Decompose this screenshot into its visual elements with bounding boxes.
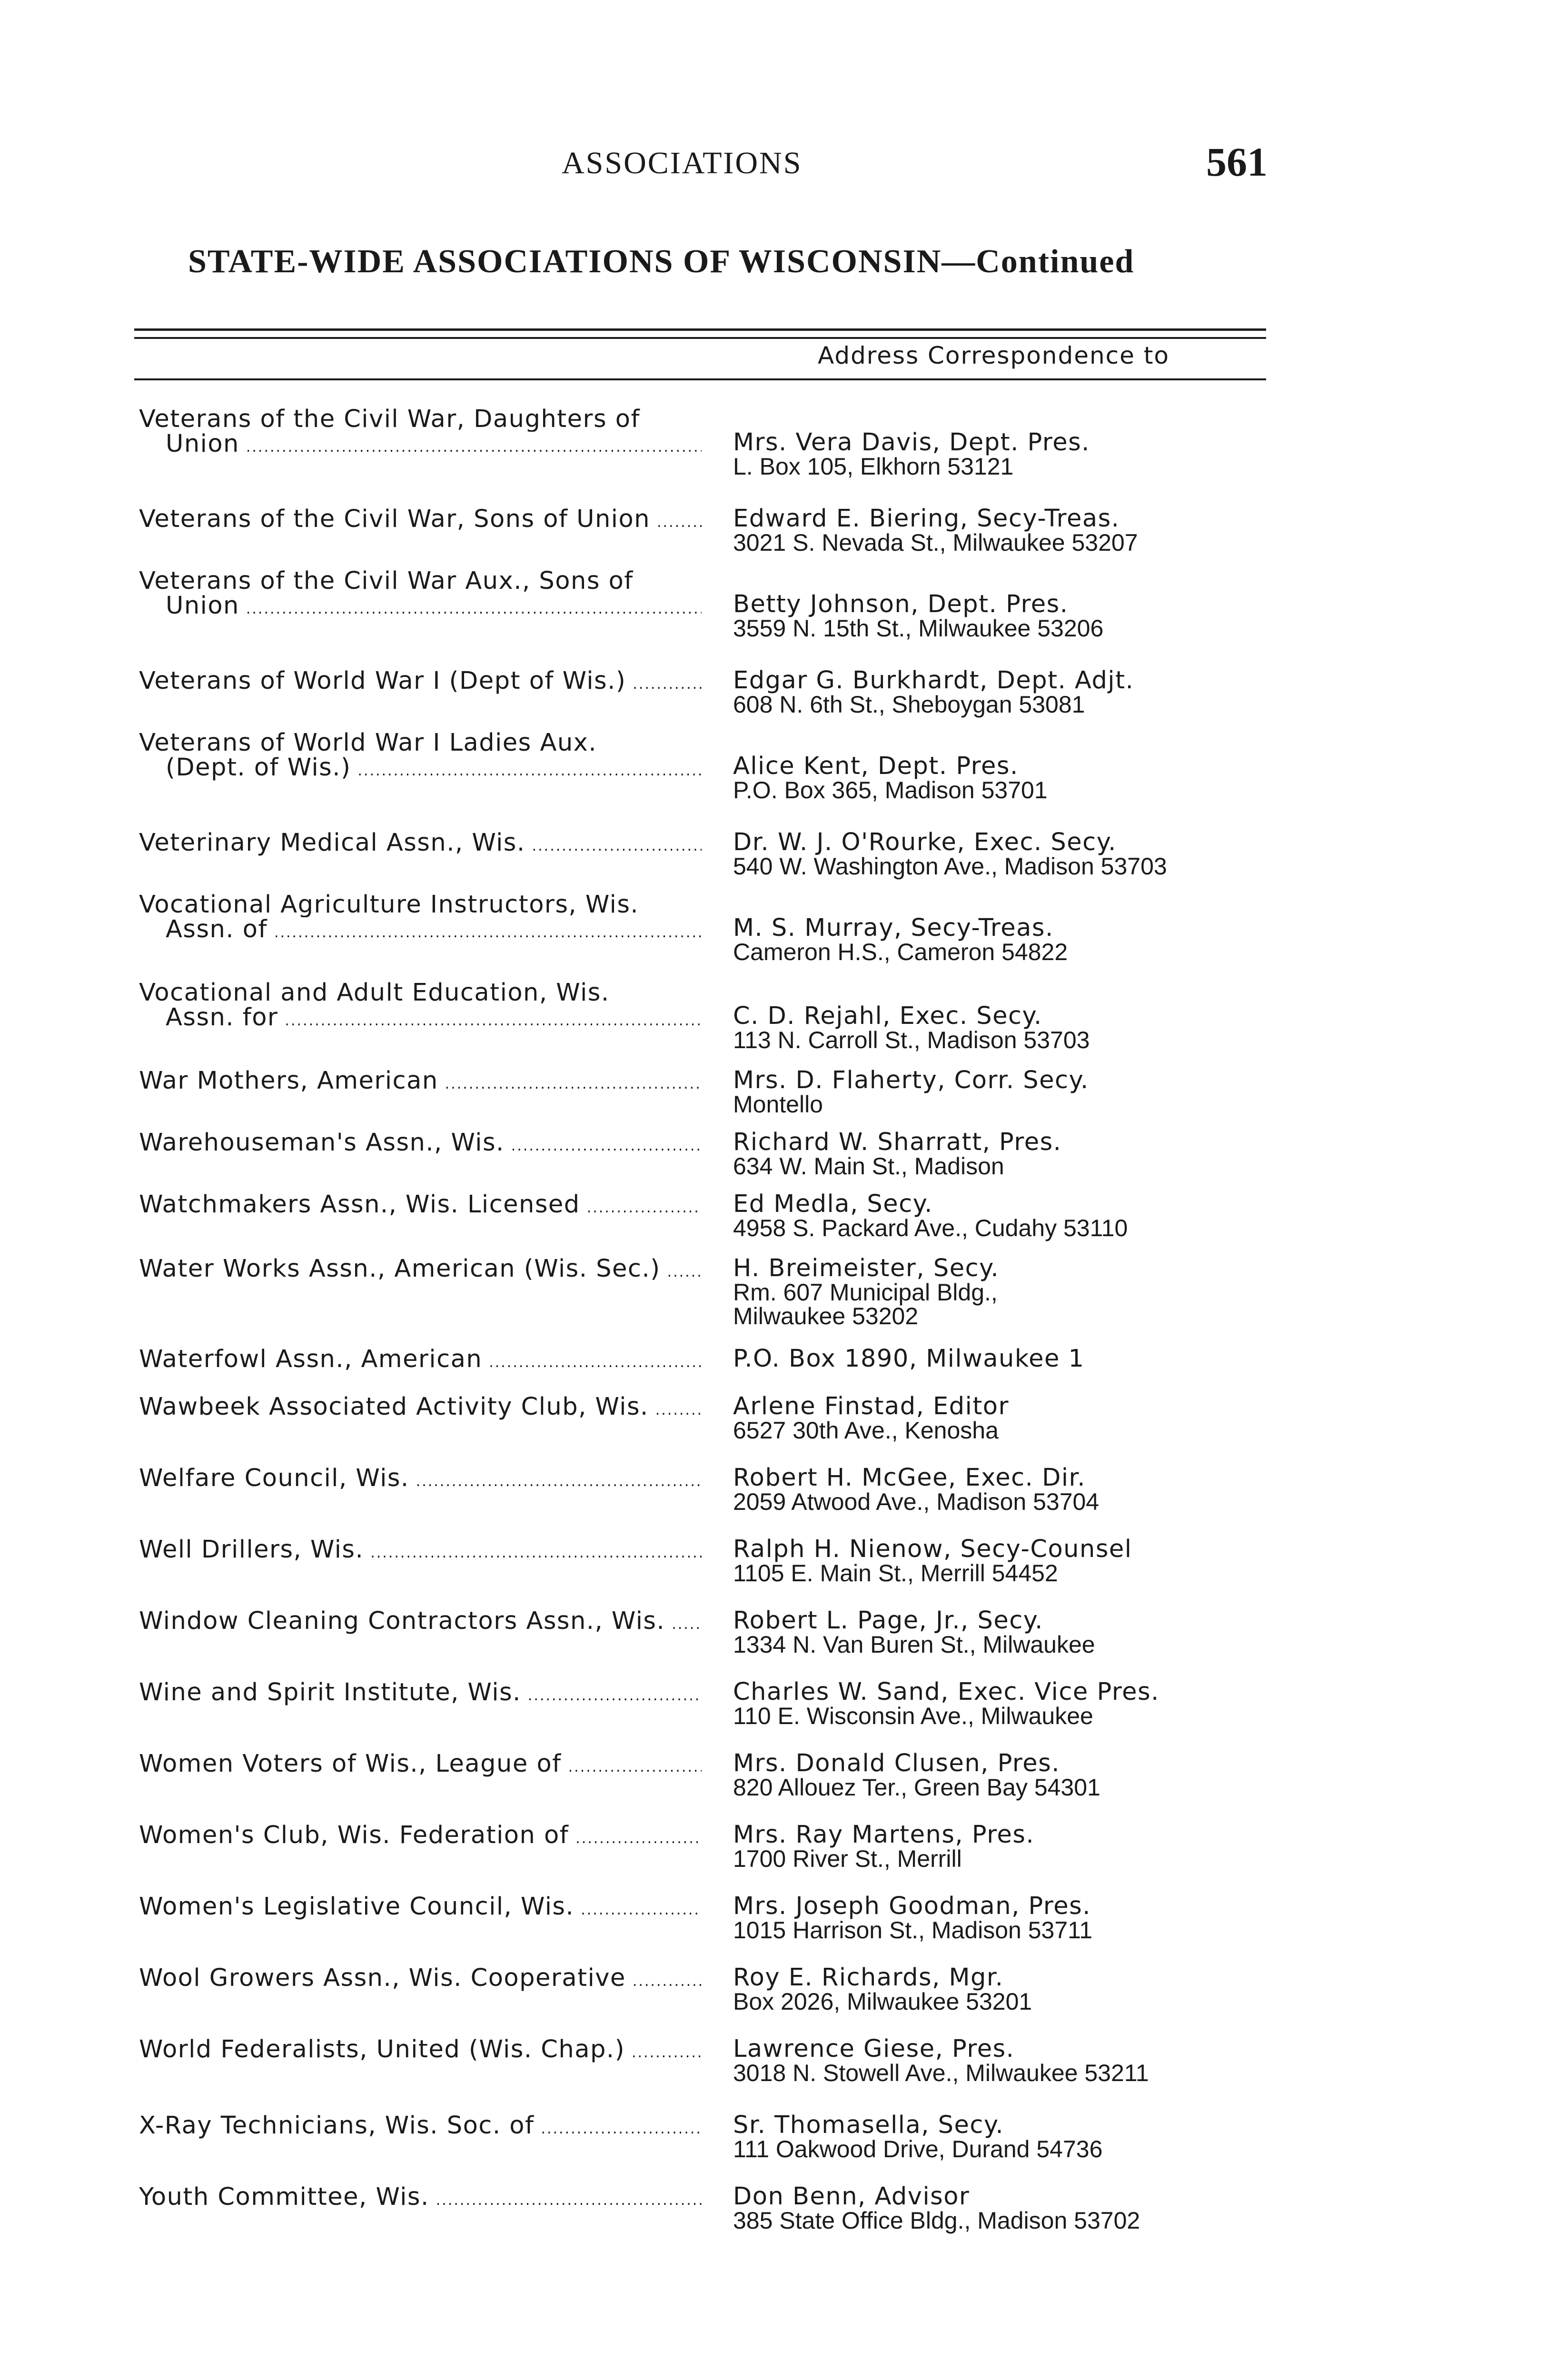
- correspondence-address: [733, 1466, 1280, 1514]
- contact-line: Don Benn, Advisor: [733, 2182, 970, 2211]
- contact-line: Robert L. Page, Jr., Secy.: [733, 1606, 1043, 1635]
- address-line: 1334 N. Van Buren St., Milwaukee: [733, 1631, 1095, 1658]
- contact-line: Dr. W. J. O'Rourke, Exec. Secy.: [733, 828, 1117, 856]
- association-name-text: Vocational Agriculture Instructors, Wis.: [139, 892, 639, 917]
- association-name: [139, 1347, 702, 1375]
- dot-leader: [285, 1009, 702, 1033]
- correspondence-address: [733, 1894, 1280, 1942]
- association-name-line: [139, 1823, 702, 1851]
- dot-leader: [357, 759, 702, 783]
- association-name-line: [139, 1680, 702, 1708]
- correspondence-address: [733, 2182, 1280, 2234]
- contact-line: Mrs. Vera Davis, Dept. Pres.: [733, 428, 1090, 456]
- association-name-line: [139, 669, 702, 697]
- association-name-text: Wine and Spirit Institute, Wis.: [139, 1680, 521, 1706]
- contact-line: Mrs. Donald Clusen, Pres.: [733, 1749, 1060, 1777]
- contact-line: P.O. Box 1890, Milwaukee 1: [733, 1345, 1085, 1373]
- association-name-text: X-Ray Technicians, Wis. Soc. of: [139, 2113, 535, 2140]
- association-name: [139, 1069, 702, 1097]
- association-name: [139, 1680, 702, 1708]
- association-name-text: World Federalists, United (Wis. Chap.): [139, 2037, 625, 2063]
- association-name-text: Watchmakers Assn., Wis. Licensed: [139, 1192, 580, 1219]
- contact-line: Richard W. Sharratt, Pres.: [733, 1128, 1062, 1156]
- dot-leader: [575, 1826, 702, 1851]
- correspondence-address: [733, 1347, 1280, 1371]
- association-name: [139, 831, 702, 859]
- dot-leader: [246, 597, 702, 622]
- association-name: [139, 569, 702, 622]
- contact-line: Arlene Finstad, Editor: [733, 1392, 1009, 1420]
- association-name-text: Well Drillers, Wis.: [139, 1537, 364, 1564]
- association-name-text: Veterans of the Civil War, Sons of Union: [139, 507, 650, 533]
- association-name: [139, 1609, 702, 1637]
- dot-leader: [489, 1350, 702, 1375]
- contact-line: Lawrence Giese, Pres.: [733, 2035, 1015, 2063]
- association-name: [139, 2113, 702, 2142]
- address-line: 634 W. Main St., Madison: [733, 1153, 1004, 1180]
- correspondence-address: [733, 507, 1280, 555]
- address-line: 385 State Office Bldg., Madison 53702: [733, 2207, 1140, 2234]
- association-name-line: [139, 1005, 702, 1033]
- association-name-text: Vocational and Adult Education, Wis.: [139, 981, 610, 1005]
- address-line: 820 Allouez Ter., Green Bay 54301: [733, 1774, 1100, 1801]
- association-name-line: [139, 2113, 702, 2142]
- correspondence-address: [733, 2113, 1280, 2161]
- dot-leader: [528, 1684, 702, 1708]
- association-name-text: Women's Legislative Council, Wis.: [139, 1894, 575, 1921]
- contact-line: Alice Kent, Dept. Pres.: [733, 752, 1019, 780]
- association-name-line: [139, 1752, 702, 1780]
- association-name: [139, 892, 702, 945]
- address-line: 110 E. Wisconsin Ave., Milwaukee: [733, 1703, 1093, 1729]
- contact-line: Mrs. D. Flaherty, Corr. Secy.: [733, 1066, 1089, 1094]
- association-name-line: [139, 1069, 702, 1097]
- dot-leader: [633, 672, 702, 697]
- association-name-line: [139, 831, 702, 859]
- association-name-text: Wool Growers Assn., Wis. Cooperative: [139, 1966, 626, 1992]
- association-name-line: [139, 594, 702, 622]
- correspondence-address: [733, 1606, 1280, 1658]
- association-name-text: Veterans of World War I Ladies Aux.: [139, 731, 597, 755]
- dot-leader: [416, 1469, 702, 1494]
- association-name: [139, 981, 702, 1033]
- address-line: 113 N. Carroll St., Madison 53703: [733, 1027, 1090, 1053]
- association-name-text: Veterans of the Civil War Aux., Sons of: [139, 569, 634, 594]
- association-name-line: [139, 432, 702, 460]
- address-line: Cameron H.S., Cameron 54822: [733, 939, 1068, 965]
- contact-line: Mrs. Ray Martens, Pres.: [733, 1821, 1035, 1849]
- address-line: 3021 S. Nevada St., Milwaukee 53207: [733, 529, 1138, 556]
- address-line: Milwaukee 53202: [733, 1303, 919, 1329]
- contact-line: Robert H. McGee, Exec. Dir.: [733, 1464, 1086, 1492]
- address-line: L. Box 105, Elkhorn 53121: [733, 453, 1014, 480]
- association-name-line: [139, 1537, 702, 1566]
- contact-line: Ralph H. Nienow, Secy-Counsel: [733, 1535, 1132, 1563]
- contact-line: Sr. Thomasella, Secy.: [733, 2111, 1004, 2139]
- correspondence-address: [733, 1130, 1280, 1178]
- association-name: [139, 1894, 702, 1923]
- correspondence-address: [733, 590, 1280, 642]
- address-line: Rm. 607 Municipal Bldg.,: [733, 1279, 998, 1306]
- association-name-line: [139, 1894, 702, 1923]
- association-name-line: [139, 1466, 702, 1494]
- association-name-line: [139, 569, 702, 594]
- association-name-line: [139, 2037, 702, 2065]
- contact-line: M. S. Murray, Secy-Treas.: [733, 914, 1054, 942]
- contact-line: Roy E. Richards, Mgr.: [733, 1964, 1004, 1992]
- association-name: [139, 1130, 702, 1159]
- association-name-line: [139, 1395, 702, 1423]
- association-name-text: (Dept. of Wis.): [166, 755, 351, 782]
- association-name-line: [139, 1347, 702, 1375]
- association-name-text: Veterans of the Civil War, Daughters of: [139, 407, 640, 432]
- association-name-text: Assn. for: [166, 1005, 278, 1031]
- dot-leader: [633, 1969, 702, 1994]
- association-name: [139, 731, 702, 783]
- contact-line: Mrs. Joseph Goodman, Pres.: [733, 1892, 1091, 1920]
- correspondence-address: [733, 1192, 1280, 1240]
- page-title: STATE-WIDE ASSOCIATIONS OF WISCONSIN—Continued: [188, 243, 1135, 280]
- correspondence-address: [733, 1066, 1280, 1118]
- correspondence-address: [733, 828, 1280, 880]
- dot-leader: [445, 1072, 702, 1097]
- association-name-text: Union: [166, 432, 239, 458]
- address-line: 4958 S. Packard Ave., Cudahy 53110: [733, 1215, 1128, 1241]
- association-name: [139, 1966, 702, 1994]
- column-head-address: Address Correspondence to: [818, 342, 1170, 369]
- dot-leader: [655, 1398, 702, 1423]
- contact-line: Ed Medla, Secy.: [733, 1190, 933, 1218]
- association-name: [139, 1395, 702, 1423]
- association-name-text: Women's Club, Wis. Federation of: [139, 1823, 569, 1849]
- correspondence-address: [733, 1254, 1280, 1329]
- association-name-text: Window Cleaning Contractors Assn., Wis.: [139, 1609, 665, 1635]
- association-name: [139, 1823, 702, 1851]
- contact-line: Edward E. Biering, Secy-Treas.: [733, 505, 1120, 533]
- correspondence-address: [733, 1823, 1280, 1871]
- association-name: [139, 1537, 702, 1566]
- association-name-line: [139, 917, 702, 945]
- dot-leader: [568, 1755, 702, 1780]
- correspondence-address: [733, 1392, 1280, 1444]
- dot-leader: [274, 921, 702, 945]
- dot-leader: [370, 1541, 702, 1566]
- page-number: 561: [1206, 139, 1268, 185]
- association-name-text: Welfare Council, Wis.: [139, 1466, 409, 1492]
- association-name-line: [139, 981, 702, 1005]
- correspondence-address: [733, 1680, 1280, 1728]
- contact-line: Edgar G. Burkhardt, Dept. Adjt.: [733, 666, 1134, 694]
- running-head: ASSOCIATIONS: [562, 146, 803, 180]
- association-name-text: Water Works Assn., American (Wis. Sec.): [139, 1257, 661, 1283]
- correspondence-address: [733, 754, 1280, 802]
- address-line: 608 N. 6th St., Sheboygan 53081: [733, 691, 1085, 718]
- association-name: [139, 669, 702, 697]
- association-name: [139, 407, 702, 460]
- association-name: [139, 1466, 702, 1494]
- association-name-text: Veterinary Medical Assn., Wis.: [139, 831, 525, 857]
- dot-leader: [672, 1612, 702, 1637]
- dot-leader: [436, 2188, 702, 2213]
- contact-line: C. D. Rejahl, Exec. Secy.: [733, 1002, 1042, 1030]
- association-name-line: [139, 1609, 702, 1637]
- association-name-text: Waterfowl Assn., American: [139, 1347, 483, 1373]
- address-line: 1105 E. Main St., Merrill 54452: [733, 1560, 1058, 1587]
- association-name: [139, 507, 702, 535]
- association-name: [139, 1257, 702, 1285]
- contact-line: Charles W. Sand, Exec. Vice Pres.: [733, 1678, 1160, 1706]
- association-name-line: [139, 1966, 702, 1994]
- correspondence-address: [733, 916, 1280, 964]
- correspondence-address: [733, 1004, 1280, 1052]
- correspondence-address: [733, 428, 1280, 480]
- address-line: 1015 Harrison St., Madison 53711: [733, 1917, 1093, 1944]
- association-name-line: [139, 892, 702, 917]
- address-line: 2059 Atwood Ave., Madison 53704: [733, 1488, 1100, 1515]
- association-name-line: [139, 755, 702, 783]
- association-name-text: Veterans of World War I (Dept of Wis.): [139, 669, 626, 695]
- association-name-text: Union: [166, 594, 239, 620]
- dot-leader: [587, 1196, 702, 1220]
- association-name: [139, 2185, 702, 2213]
- correspondence-address: [733, 1537, 1280, 1585]
- association-name-line: [139, 2185, 702, 2213]
- association-name: [139, 2037, 702, 2065]
- address-line: 540 W. Washington Ave., Madison 53703: [733, 853, 1167, 880]
- address-line: P.O. Box 365, Madison 53701: [733, 777, 1048, 803]
- association-name-line: [139, 1130, 702, 1159]
- association-name: [139, 1752, 702, 1780]
- address-line: 1700 River St., Merrill: [733, 1845, 962, 1872]
- address-line: 3018 N. Stowell Ave., Milwaukee 53211: [733, 2060, 1149, 2086]
- dot-leader: [246, 435, 702, 460]
- correspondence-address: [733, 666, 1280, 718]
- association-name-text: War Mothers, American: [139, 1069, 438, 1095]
- dot-leader: [657, 510, 702, 535]
- association-name-text: Women Voters of Wis., League of: [139, 1752, 562, 1778]
- association-name-line: [139, 407, 702, 432]
- association-name-line: [139, 507, 702, 535]
- correspondence-address: [733, 1966, 1280, 2013]
- association-name-text: Warehouseman's Assn., Wis.: [139, 1130, 505, 1157]
- association-name: [139, 1192, 702, 1220]
- address-line: 6527 30th Ave., Kenosha: [733, 1417, 999, 1444]
- dot-leader: [511, 1134, 702, 1159]
- address-line: 3559 N. 15th St., Milwaukee 53206: [733, 615, 1104, 642]
- association-name-line: [139, 1192, 702, 1220]
- contact-line: Betty Johnson, Dept. Pres.: [733, 590, 1069, 618]
- dot-leader: [667, 1260, 702, 1285]
- dot-leader: [632, 2041, 702, 2065]
- dot-leader: [532, 834, 702, 859]
- dot-leader: [581, 1898, 702, 1923]
- association-name-text: Youth Committee, Wis.: [139, 2185, 429, 2211]
- association-name-line: [139, 731, 702, 755]
- address-line: 111 Oakwood Drive, Durand 54736: [733, 2136, 1103, 2162]
- address-line: Box 2026, Milwaukee 53201: [733, 1988, 1032, 2015]
- association-name-text: Wawbeek Associated Activity Club, Wis.: [139, 1395, 649, 1421]
- association-name-line: [139, 1257, 702, 1285]
- contact-line: H. Breimeister, Secy.: [733, 1254, 1000, 1282]
- correspondence-address: [733, 2037, 1280, 2085]
- address-line: Montello: [733, 1091, 823, 1118]
- dot-leader: [541, 2117, 702, 2142]
- association-name-text: Assn. of: [166, 917, 268, 943]
- correspondence-address: [733, 1749, 1280, 1801]
